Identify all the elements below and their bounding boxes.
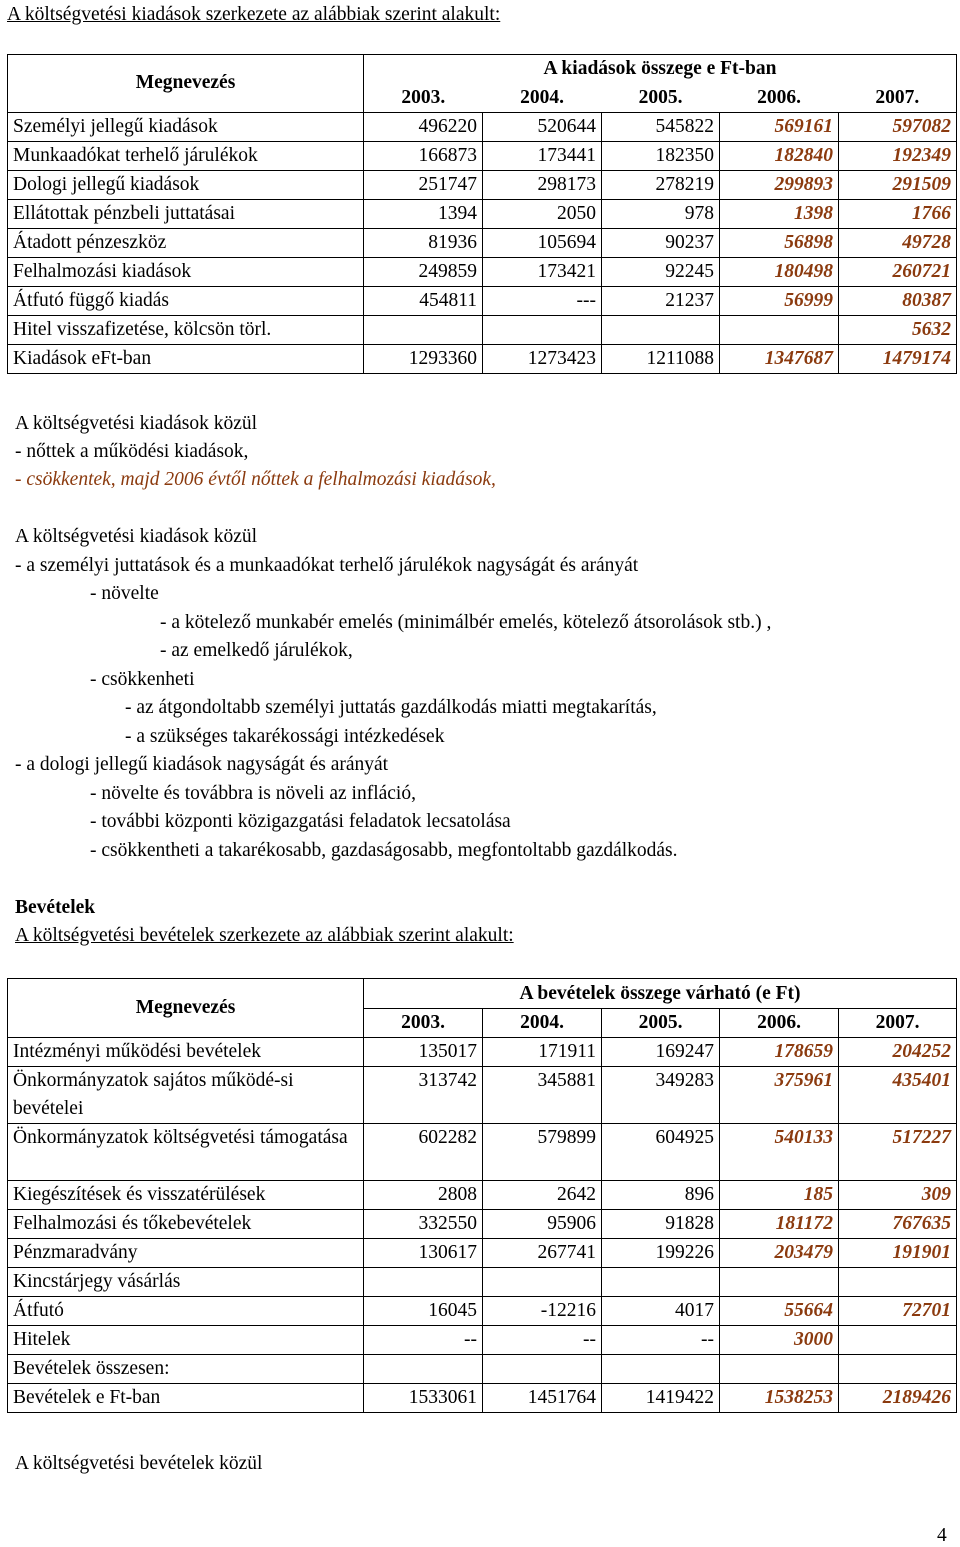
cell-4 <box>839 1355 957 1384</box>
cell-4: 2189426 <box>839 1384 957 1413</box>
cell-3: 180498 <box>720 257 839 286</box>
cell-4: 192349 <box>839 141 957 170</box>
cell-1: --- <box>483 286 602 315</box>
cell-3: 203479 <box>720 1239 839 1268</box>
cell-1 <box>483 1355 602 1384</box>
revenue-year: 2007. <box>839 1009 957 1038</box>
cell-2: -- <box>602 1326 720 1355</box>
cell-2: 90237 <box>602 228 720 257</box>
cell-2: 199226 <box>602 1239 720 1268</box>
cell-0: 2808 <box>364 1181 483 1210</box>
table-row <box>8 1239 957 1268</box>
cell-0: 1533061 <box>364 1384 483 1413</box>
cell-0: 135017 <box>364 1038 483 1067</box>
row-label: Kiadások eFt-ban <box>8 344 364 373</box>
revenue-table <box>7 978 957 1413</box>
table-row <box>8 1297 957 1326</box>
cell-0: 496220 <box>364 112 483 141</box>
cell-2: 896 <box>602 1181 720 1210</box>
cell-4: 5632 <box>839 315 957 344</box>
cell-2: 92245 <box>602 257 720 286</box>
text2-line: - az emelkedő járulékok, <box>160 640 353 661</box>
expenses-year: 2004. <box>520 86 564 108</box>
cell-1: 1273423 <box>483 344 602 373</box>
cell-0: 251747 <box>364 170 483 199</box>
row-label: Felhalmozási és tőkebevételek <box>8 1210 364 1239</box>
cell-4: 204252 <box>839 1038 957 1067</box>
cell-2 <box>602 1268 720 1297</box>
cell-3 <box>720 1268 839 1297</box>
cell-0: 130617 <box>364 1239 483 1268</box>
cell-2: 349283 <box>602 1067 720 1124</box>
text3-line: A költségvetési bevételek közül <box>15 1453 263 1474</box>
revenue-header-name: Megnevezés <box>8 979 364 1038</box>
expenses-year: 2006. <box>757 86 801 108</box>
cell-2: 978 <box>602 199 720 228</box>
cell-1: -- <box>483 1326 602 1355</box>
cell-3: 375961 <box>720 1067 839 1124</box>
row-label: Munkaadókat terhelő járulékok <box>8 141 364 170</box>
table-row <box>8 1181 957 1210</box>
cell-3: 569161 <box>720 112 839 141</box>
cell-3: 3000 <box>720 1326 839 1355</box>
cell-4 <box>839 1268 957 1297</box>
row-label: Hitel visszafizetése, kölcsön törl. <box>8 315 364 344</box>
cell-2 <box>602 1355 720 1384</box>
row-label: Átfutó <box>8 1297 364 1326</box>
cell-0: 602282 <box>364 1124 483 1181</box>
expenses-intro: A költségvetési kiadások szerkezete az alábbiak szerint alakult: <box>7 4 501 25</box>
cell-0: 81936 <box>364 228 483 257</box>
row-label: Ellátottak pénzbeli juttatásai <box>8 199 364 228</box>
text2-line: - csökkenheti <box>90 669 195 690</box>
revenue-year: 2003. <box>364 1009 483 1038</box>
cell-2: 4017 <box>602 1297 720 1326</box>
cell-1: 105694 <box>483 228 602 257</box>
expenses-table <box>7 54 957 374</box>
row-label: Bevételek összesen: <box>8 1355 364 1384</box>
cell-3: 299893 <box>720 170 839 199</box>
cell-4: 191901 <box>839 1239 957 1268</box>
table-row <box>8 1355 957 1384</box>
cell-1: 95906 <box>483 1210 602 1239</box>
row-label: Hitelek <box>8 1326 364 1355</box>
cell-4 <box>839 1326 957 1355</box>
cell-3: 55664 <box>720 1297 839 1326</box>
text2-line: - a kötelező munkabér emelés (minimálbér emelés, kötelező átsorolások stb.) , <box>160 612 772 633</box>
cell-2: 1211088 <box>602 344 720 373</box>
table-row <box>8 1124 957 1181</box>
cell-2: 1419422 <box>602 1384 720 1413</box>
cell-3: 56898 <box>720 228 839 257</box>
text2-line: - a személyi juttatások és a munkaadókat terhelő járulékok nagyságát és arányát <box>15 555 639 576</box>
cell-0: 454811 <box>364 286 483 315</box>
table-row <box>8 170 957 199</box>
cell-4: 1766 <box>839 199 957 228</box>
text2-line: - csökkentheti a takarékosabb, gazdaságosabb, megfontoltabb gazdálkodás. <box>90 840 678 861</box>
cell-1: 520644 <box>483 112 602 141</box>
row-label: Kiegészítések és visszatérülések <box>8 1181 364 1210</box>
cell-0: 1293360 <box>364 344 483 373</box>
revenue-year: 2005. <box>602 1009 720 1038</box>
cell-4: 80387 <box>839 286 957 315</box>
table-row <box>8 1384 957 1413</box>
text2-line: - a szükséges takarékossági intézkedések <box>125 726 445 747</box>
cell-1: -12216 <box>483 1297 602 1326</box>
cell-1: 2642 <box>483 1181 602 1210</box>
row-label: Átfutó függő kiadás <box>8 286 364 315</box>
text1-line: A költségvetési kiadások közül <box>15 413 258 434</box>
table-row <box>8 1268 957 1297</box>
table-row <box>8 315 957 344</box>
cell-3: 185 <box>720 1181 839 1210</box>
table-row <box>8 112 957 141</box>
cell-3: 182840 <box>720 141 839 170</box>
cell-0: 249859 <box>364 257 483 286</box>
cell-3: 1538253 <box>720 1384 839 1413</box>
cell-2: 91828 <box>602 1210 720 1239</box>
expenses-year: 2007. <box>839 84 957 113</box>
row-label: Dologi jellegű kiadások <box>8 170 364 199</box>
cell-0: 166873 <box>364 141 483 170</box>
table-row <box>8 1210 957 1239</box>
revenue-heading: Bevételek <box>15 897 96 918</box>
cell-2: 604925 <box>602 1124 720 1181</box>
page-number: 4 <box>937 1525 947 1546</box>
row-label: Kincstárjegy vásárlás <box>8 1268 364 1297</box>
table-row <box>8 344 957 373</box>
cell-2: 169247 <box>602 1038 720 1067</box>
cell-1: 2050 <box>483 199 602 228</box>
table-row <box>8 1038 957 1067</box>
table-row <box>8 228 957 257</box>
cell-3: 540133 <box>720 1124 839 1181</box>
expenses-year: 2003. <box>364 84 483 113</box>
cell-3: 181172 <box>720 1210 839 1239</box>
text2-line: A költségvetési kiadások közül <box>15 526 258 547</box>
cell-4: 309 <box>839 1181 957 1210</box>
row-label: Felhalmozási kiadások <box>8 257 364 286</box>
table-row <box>8 286 957 315</box>
cell-1: 173441 <box>483 141 602 170</box>
cell-4: 517227 <box>839 1124 957 1181</box>
table-row <box>8 1067 957 1124</box>
cell-4: 291509 <box>839 170 957 199</box>
cell-0 <box>364 1355 483 1384</box>
cell-3: 56999 <box>720 286 839 315</box>
cell-3 <box>720 315 839 344</box>
row-label: Pénzmaradvány <box>8 1239 364 1268</box>
expenses-header-name: Megnevezés <box>8 55 364 113</box>
cell-4: 597082 <box>839 112 957 141</box>
cell-1 <box>483 1268 602 1297</box>
cell-2: 21237 <box>602 286 720 315</box>
cell-4: 72701 <box>839 1297 957 1326</box>
cell-1: 1451764 <box>483 1384 602 1413</box>
revenue-year: 2006. <box>720 1009 839 1038</box>
row-label: Intézményi működési bevételek <box>8 1038 364 1067</box>
cell-1: 345881 <box>483 1067 602 1124</box>
cell-4: 1479174 <box>839 344 957 373</box>
cell-4: 260721 <box>839 257 957 286</box>
row-label: Önkormányzatok sajátos működé-si bevételei <box>8 1067 364 1124</box>
cell-0 <box>364 1268 483 1297</box>
text1-line: - nőttek a működési kiadások, <box>15 441 249 462</box>
expenses-header-group: A kiadások összege e Ft-ban <box>364 55 957 84</box>
row-label: Átadott pénzeszköz <box>8 228 364 257</box>
cell-1: 173421 <box>483 257 602 286</box>
text2-line: - növelte <box>90 583 159 604</box>
cell-3: 1347687 <box>720 344 839 373</box>
revenue-header-group: A bevételek összege várható (e Ft) <box>364 979 957 1009</box>
text2-line: - a dologi jellegű kiadások nagyságát és arányát <box>15 754 389 775</box>
cell-2 <box>602 315 720 344</box>
cell-3: 1398 <box>720 199 839 228</box>
cell-2: 278219 <box>602 170 720 199</box>
cell-3: 178659 <box>720 1038 839 1067</box>
cell-0 <box>364 315 483 344</box>
cell-1: 298173 <box>483 170 602 199</box>
row-label: Bevételek e Ft-ban <box>8 1384 364 1413</box>
row-label: Önkormányzatok költségvetési támogatása <box>8 1124 364 1181</box>
cell-0: -- <box>364 1326 483 1355</box>
cell-3 <box>720 1355 839 1384</box>
cell-1: 579899 <box>483 1124 602 1181</box>
cell-2: 545822 <box>602 112 720 141</box>
text2-line: - további központi közigazgatási feladatok lecsatolása <box>90 811 511 832</box>
revenue-intro: A költségvetési bevételek szerkezete az alábbiak szerint alakult: <box>15 925 514 946</box>
cell-1: 267741 <box>483 1239 602 1268</box>
cell-0: 313742 <box>364 1067 483 1124</box>
cell-0: 16045 <box>364 1297 483 1326</box>
text2-line: - növelte és továbbra is növeli az infláció, <box>90 783 416 804</box>
table-row <box>8 257 957 286</box>
cell-4: 767635 <box>839 1210 957 1239</box>
cell-4: 435401 <box>839 1067 957 1124</box>
cell-1: 171911 <box>483 1038 602 1067</box>
cell-2: 182350 <box>602 141 720 170</box>
cell-1 <box>483 315 602 344</box>
expenses-year: 2005. <box>638 86 683 108</box>
row-label: Személyi jellegű kiadások <box>8 112 364 141</box>
table-row <box>8 141 957 170</box>
table-row <box>8 1326 957 1355</box>
cell-0: 1394 <box>364 199 483 228</box>
cell-4: 49728 <box>839 228 957 257</box>
text2-line: - az átgondoltabb személyi juttatás gazdálkodás miatti megtakarítás, <box>125 697 657 718</box>
table-row <box>8 199 957 228</box>
cell-0: 332550 <box>364 1210 483 1239</box>
revenue-year: 2004. <box>483 1009 602 1038</box>
text1-line-highlight: - csökkentek, majd 2006 évtől nőttek a felhalmozási kiadások, <box>15 469 496 490</box>
